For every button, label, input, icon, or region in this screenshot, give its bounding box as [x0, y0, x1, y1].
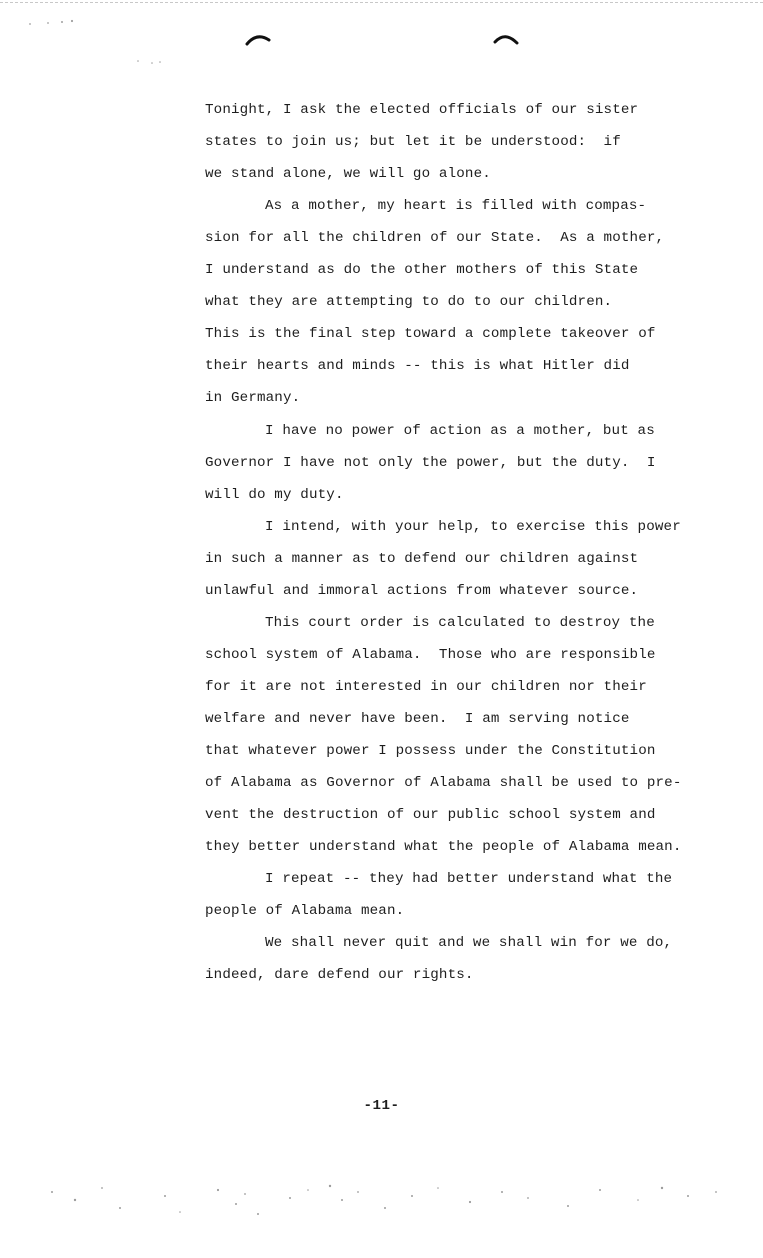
- text-line: As a mother, my heart is filled with compas-: [265, 198, 647, 214]
- text-line: in such a manner as to defend our children against: [205, 551, 639, 567]
- text-line: I repeat -- they had better understand what the: [265, 871, 673, 887]
- hole-punch-mark-left: [245, 32, 271, 46]
- text-line: Governor I have not only the power, but the duty. I: [205, 455, 656, 471]
- text-line: we stand alone, we will go alone.: [205, 166, 491, 182]
- text-line: vent the destruction of our public school system and: [205, 807, 656, 823]
- text-line: of Alabama as Governor of Alabama shall be used to pre-: [205, 775, 682, 791]
- text-line: for it are not interested in our children nor their: [205, 679, 647, 695]
- text-line: that whatever power I possess under the Constitution: [205, 743, 656, 759]
- text-line: will do my duty.: [205, 487, 344, 503]
- scan-noise-bottom: [40, 1178, 740, 1238]
- text-line: people of Alabama mean.: [205, 903, 405, 919]
- text-line: Tonight, I ask the elected officials of our sister: [205, 102, 639, 118]
- page-number: -11-: [363, 1098, 400, 1114]
- text-line: states to join us; but let it be understood: if: [205, 134, 621, 150]
- text-line: I understand as do the other mothers of this State: [205, 262, 639, 278]
- text-line: they better understand what the people of Alabama mean.: [205, 839, 682, 855]
- text-line: indeed, dare defend our rights.: [205, 967, 474, 983]
- text-line: sion for all the children of our State. As a mother,: [205, 230, 665, 246]
- text-line: This court order is calculated to destroy the: [265, 615, 655, 631]
- text-line: This is the final step toward a complete takeover of: [205, 326, 656, 342]
- scan-noise-top-left: [20, 14, 170, 74]
- text-line: We shall never quit and we shall win for we do,: [265, 935, 673, 951]
- text-line: what they are attempting to do to our children.: [205, 294, 613, 310]
- text-line: unlawful and immoral actions from whatever source.: [205, 583, 639, 599]
- hole-punch-mark-right: [493, 32, 519, 46]
- text-line: school system of Alabama. Those who are responsible: [205, 647, 656, 663]
- text-line: in Germany.: [205, 390, 301, 406]
- text-line: I intend, with your help, to exercise this power: [265, 519, 681, 535]
- page-top-edge: [0, 2, 763, 3]
- text-line: I have no power of action as a mother, but as: [265, 423, 655, 439]
- text-line: their hearts and minds -- this is what Hitler did: [205, 358, 630, 374]
- text-line: welfare and never have been. I am serving notice: [205, 711, 630, 727]
